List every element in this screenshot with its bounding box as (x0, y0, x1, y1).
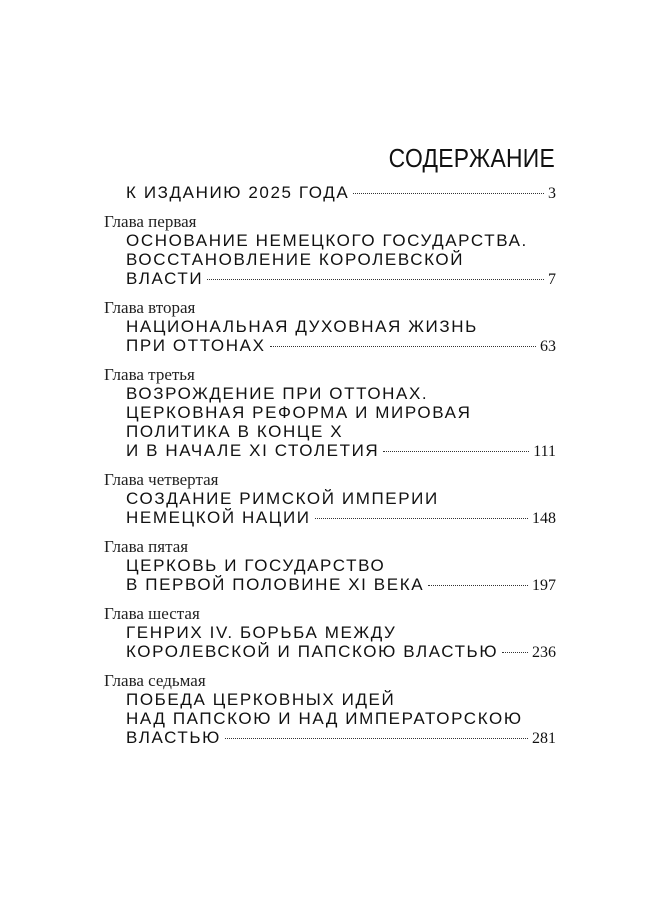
page-number: 281 (532, 730, 556, 747)
toc-entry-chapter-4[interactable] (104, 470, 556, 528)
toc-entry-row (104, 336, 556, 356)
chapter-label: Глава седьмая (104, 671, 206, 690)
chapter-title-line: НЕМЕЦКОЙ НАЦИИ (126, 508, 311, 527)
dot-leader (353, 193, 544, 194)
table-of-contents (104, 183, 556, 748)
page-number: 197 (532, 577, 556, 594)
chapter-title-line: ОСНОВАНИЕ НЕМЕЦКОГО ГОСУДАРСТВА. (126, 231, 528, 250)
toc-entry-chapter-3[interactable] (104, 365, 556, 461)
dot-leader (428, 585, 528, 586)
chapter-title-line: НАД ПАПСКОЮ И НАД ИМПЕРАТОРСКОЮ (126, 709, 523, 728)
dot-leader (383, 451, 529, 452)
chapter-title-line: СОЗДАНИЕ РИМСКОЙ ИМПЕРИИ (126, 489, 439, 508)
chapter-label: Глава шестая (104, 604, 200, 623)
page-number: 111 (533, 443, 556, 460)
chapter-title-line: ВЛАСТЬЮ (126, 728, 221, 747)
toc-entry-row (104, 575, 556, 595)
chapter-title-line: ВЛАСТИ (126, 269, 204, 288)
dot-leader (502, 652, 528, 653)
chapter-title-line: ГЕНРИХ IV. БОРЬБА МЕЖДУ (126, 623, 397, 642)
dot-leader (270, 346, 536, 347)
dot-leader (225, 738, 528, 739)
page-number: 7 (548, 271, 556, 288)
toc-entry-row (104, 269, 556, 289)
toc-entry-title: К ИЗДАНИЮ 2025 ГОДА (126, 183, 350, 202)
chapter-title-line: ПОЛИТИКА В КОНЦЕ X (126, 422, 344, 441)
toc-entry-chapter-1[interactable] (104, 212, 556, 289)
chapter-title-line: ЦЕРКОВНАЯ РЕФОРМА И МИРОВАЯ (126, 403, 472, 422)
chapter-label: Глава пятая (104, 537, 189, 556)
page-number: 236 (532, 644, 556, 661)
chapter-title-line: КОРОЛЕВСКОЙ И ПАПСКОЮ ВЛАСТЬЮ (126, 642, 499, 661)
toc-entry-chapter-5[interactable] (104, 537, 556, 595)
chapter-title-line: ПРИ ОТТОНАХ (126, 336, 266, 355)
toc-entry-intro[interactable] (104, 183, 556, 203)
chapter-title-line: ПОБЕДА ЦЕРКОВНЫХ ИДЕЙ (126, 690, 396, 709)
toc-entry-chapter-2[interactable] (104, 298, 556, 356)
chapter-title-line: НАЦИОНАЛЬНАЯ ДУХОВНАЯ ЖИЗНЬ (126, 317, 478, 336)
chapter-label: Глава четвертая (104, 470, 219, 489)
page-number: 148 (532, 510, 556, 527)
dot-leader (315, 518, 528, 519)
page-number: 63 (540, 338, 556, 355)
chapter-title-line: ВОССТАНОВЛЕНИЕ КОРОЛЕВСКОЙ (126, 250, 465, 269)
dot-leader (207, 279, 544, 280)
toc-entry-row (104, 642, 556, 662)
toc-heading: СОДЕРЖАНИЕ (388, 143, 555, 173)
toc-entry-row (104, 728, 556, 748)
toc-entry-row (104, 183, 556, 203)
chapter-label: Глава первая (104, 212, 197, 231)
toc-entry-row (104, 441, 556, 461)
toc-entry-chapter-7[interactable] (104, 671, 556, 748)
toc-entry-row (104, 508, 556, 528)
chapter-title-line: И В НАЧАЛЕ XI СТОЛЕТИЯ (126, 441, 380, 460)
chapter-label: Глава вторая (104, 298, 196, 317)
chapter-label: Глава третья (104, 365, 195, 384)
chapter-title-line: В ПЕРВОЙ ПОЛОВИНЕ XI ВЕКА (126, 575, 425, 594)
page-number: 3 (548, 185, 556, 202)
toc-entry-chapter-6[interactable] (104, 604, 556, 662)
chapter-title-line: ЦЕРКОВЬ И ГОСУДАРСТВО (126, 556, 386, 575)
chapter-title-line: ВОЗРОЖДЕНИЕ ПРИ ОТТОНАХ. (126, 384, 429, 403)
